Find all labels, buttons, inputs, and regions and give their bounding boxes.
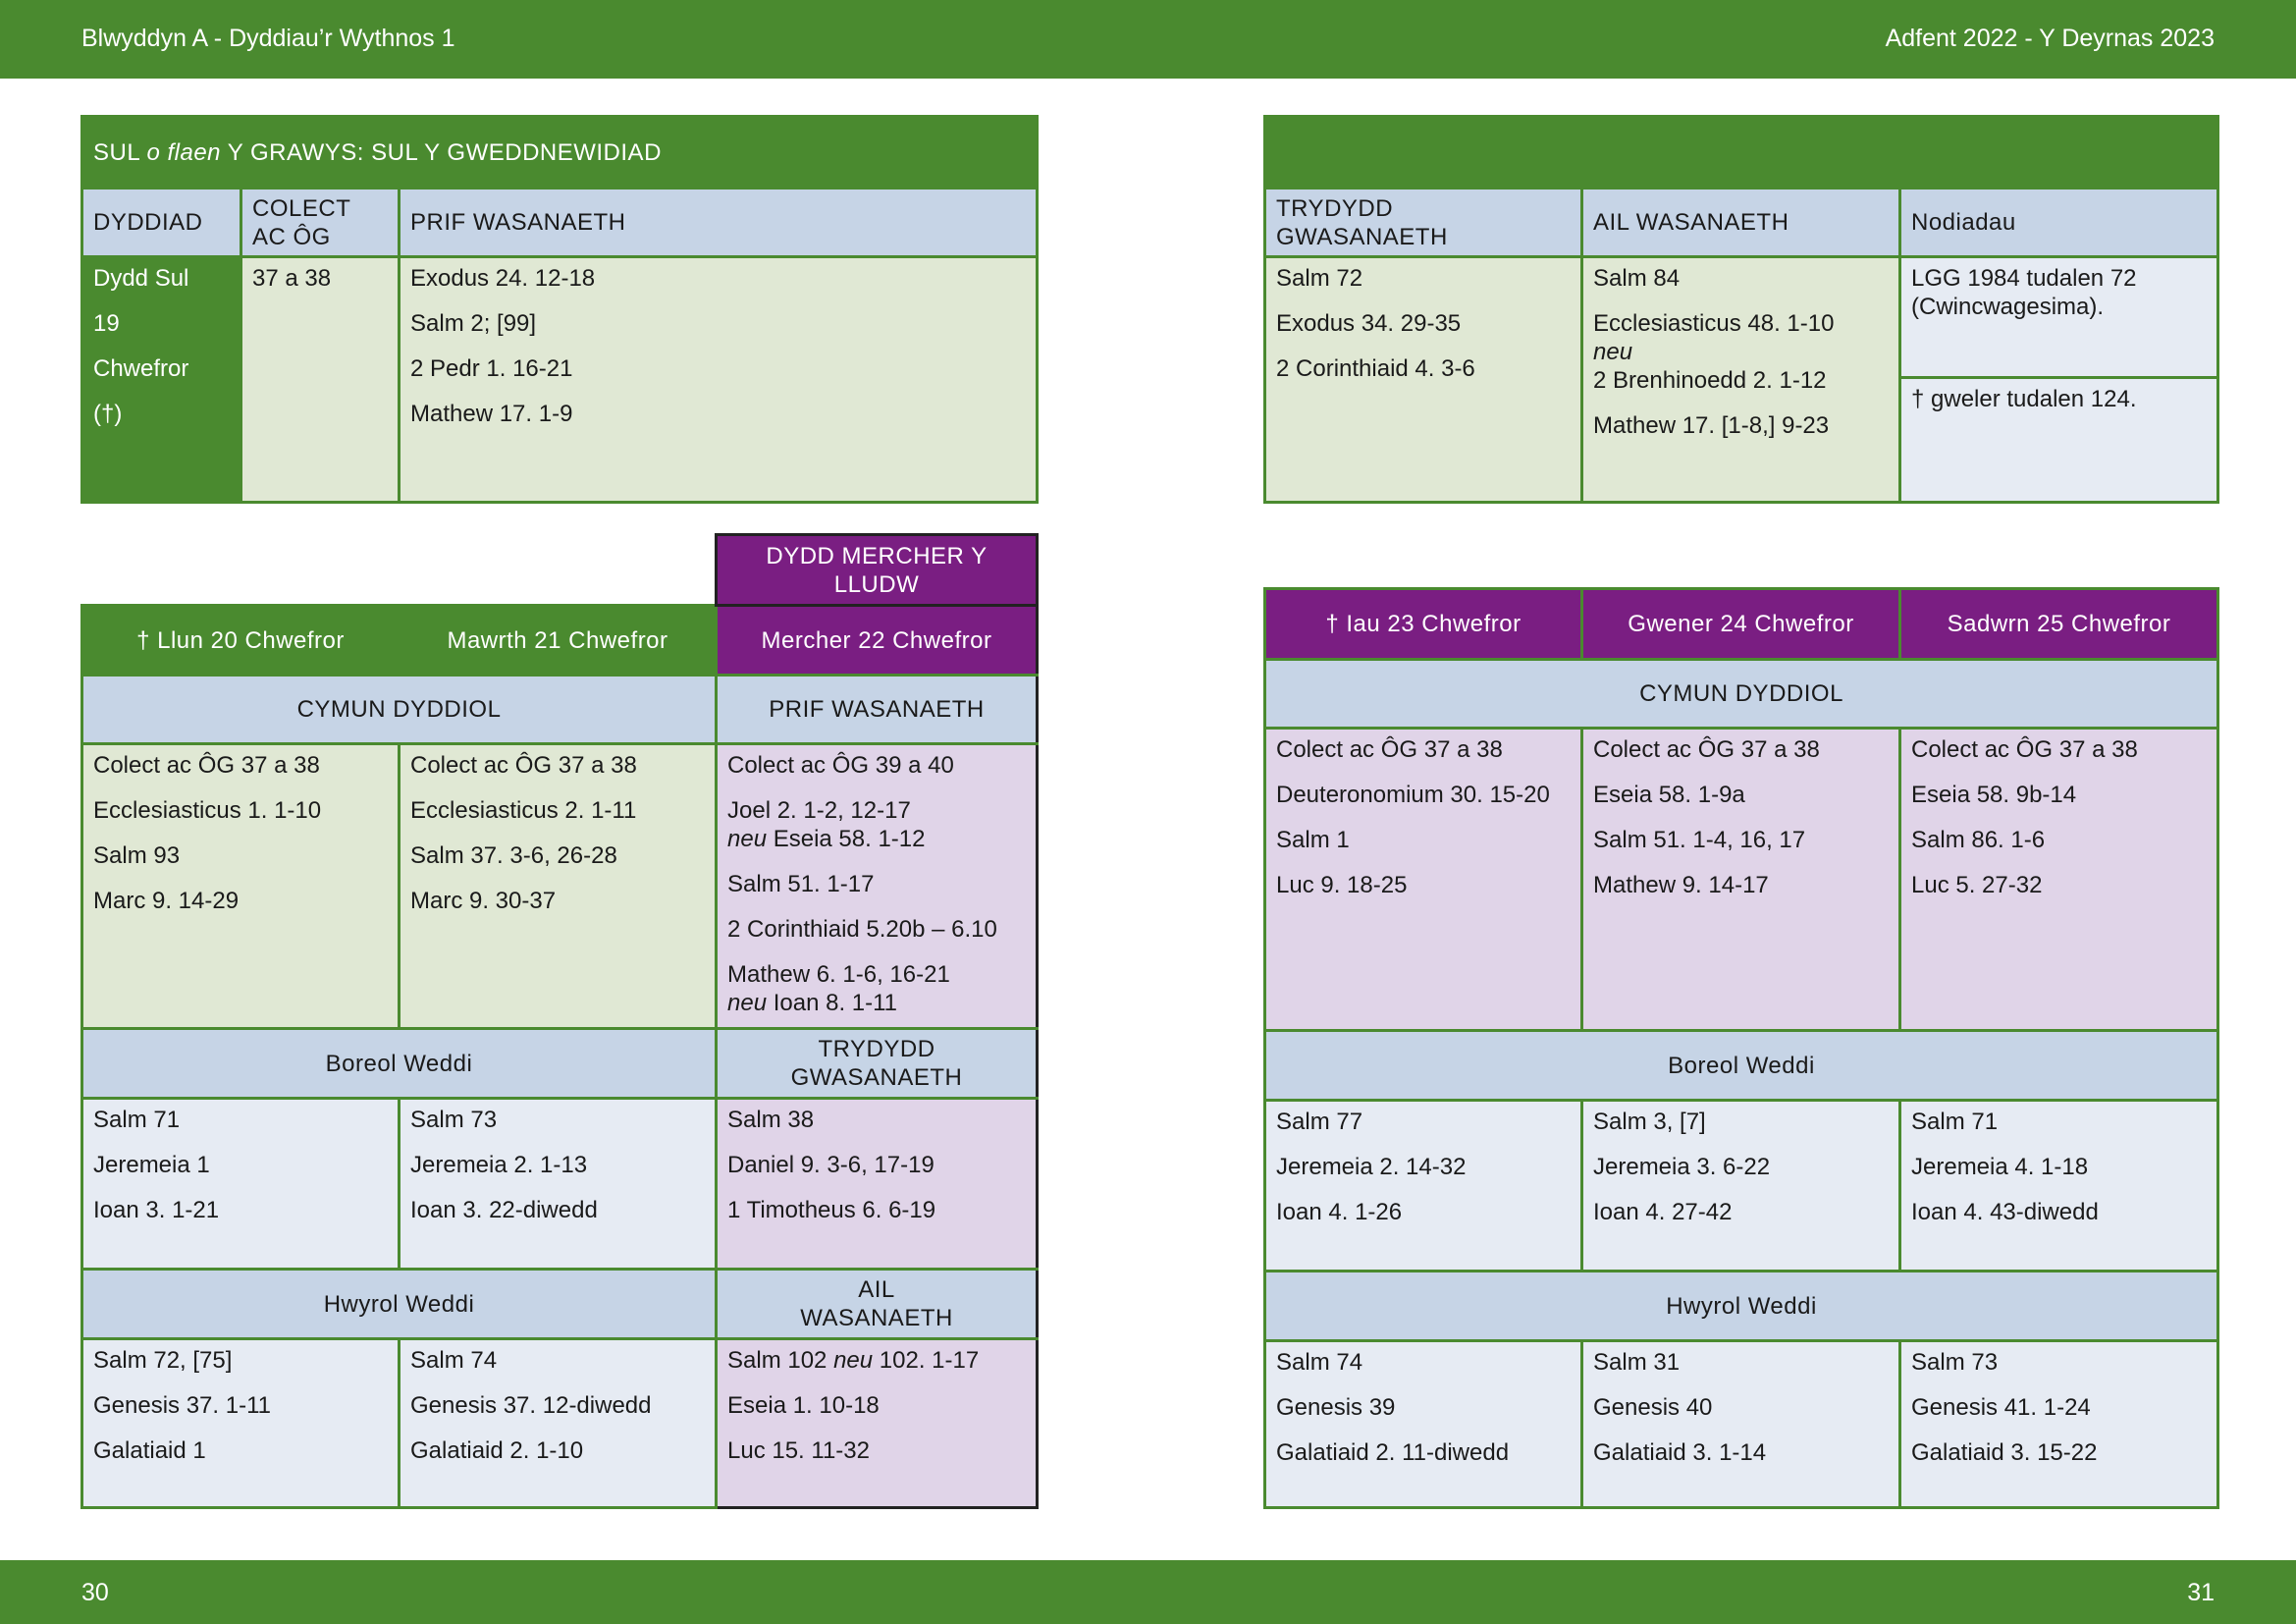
text-line: Luc 5. 27-32 (1911, 872, 2043, 898)
sunday-title-pre: SUL (93, 138, 147, 166)
notes-cell-2 (1900, 378, 2218, 503)
sunday-collect-cell (241, 257, 400, 503)
text-line: COLECT AC ÔG (252, 194, 350, 250)
text-line: Galatiaid 1 (93, 1437, 206, 1464)
reading: Mathew 17. 1-9 (410, 401, 573, 427)
second-service-readings (1582, 257, 1900, 503)
reading: Mathew 17. [1-8,] 9-23 (1593, 412, 1830, 439)
text-line: Salm 74 (410, 1347, 498, 1374)
text-line: PRIF WASANAETH (769, 696, 985, 723)
text-line: neu (833, 1347, 874, 1374)
text-line: Luc 9. 18-25 (1276, 872, 1408, 898)
section-second-service (717, 1270, 1038, 1339)
text-line: 2 Corinthiaid 5.20b – 6.10 (727, 916, 997, 943)
text-line: Marc 9. 14-29 (93, 888, 240, 914)
text-line: Galatiaid 3. 15-22 (1911, 1439, 2098, 1466)
text-line: Ioan 4. 27-42 (1593, 1199, 1733, 1225)
text-line: TRYDYDD GWASANAETH (1276, 194, 1448, 250)
sunday-date-cell (82, 257, 241, 503)
text-line: Galatiaid 2. 1-10 (410, 1437, 584, 1464)
sunday-services-table (1263, 115, 2219, 504)
friday-evening (1582, 1341, 1900, 1508)
text-line: † Iau 23 Chwefror (1325, 611, 1522, 637)
sunday-title (82, 117, 1038, 189)
text-line: Sadwrn 25 Chwefror (1947, 611, 2171, 637)
date-line: (†) (93, 401, 123, 427)
note: † gweler tudalen 124. (1911, 386, 2137, 412)
text-line: Salm 51. 1-4, 16, 17 (1593, 827, 1806, 853)
weekdays-right-table (1263, 587, 2219, 1509)
text-line: neu (727, 990, 768, 1016)
text-line: Marc 9. 30-37 (410, 888, 557, 914)
text-line: Ioan 4. 1-26 (1276, 1199, 1403, 1225)
text-line: Joel 2. 1-2, 12-17 (727, 797, 911, 824)
text-line: Salm 3, [7] (1593, 1109, 1706, 1135)
text-line: Boreol Weddi (1668, 1052, 1815, 1079)
day-header-wednesday (717, 606, 1038, 676)
text-line: Eseia 1. 10-18 (727, 1392, 880, 1419)
sunday-main-readings (400, 257, 1038, 503)
page-number-right: 31 (2187, 1579, 2215, 1606)
text-line (727, 1346, 1026, 1375)
text-line: Eseia 58. 1-12 (767, 826, 926, 852)
text-line: Colect ac ÔG 37 a 38 (1593, 736, 1820, 763)
text-line: DYDDIAD (93, 209, 203, 236)
thursday-eucharist (1265, 729, 1582, 1031)
date-line: Dydd Sul (93, 265, 189, 292)
weekdays-left-table (80, 533, 1039, 1509)
text-line: Ioan 8. 1-11 (767, 990, 898, 1016)
day-header-tuesday (400, 606, 717, 676)
text-line: Ecclesiasticus 1. 1-10 (93, 797, 322, 824)
reading: Exodus 24. 12-18 (410, 265, 596, 292)
text-line: Jeremeia 2. 1-13 (410, 1152, 588, 1178)
section-morning-prayer (1265, 1031, 2218, 1101)
day-header-thursday (1265, 589, 1582, 660)
wednesday-third-service (717, 1099, 1038, 1270)
header-third-service (1265, 189, 1582, 257)
tuesday-morning (400, 1099, 717, 1270)
reading: Exodus 34. 29-35 (1276, 310, 1462, 337)
text-line: AIL WASANAETH (1593, 209, 1789, 236)
text-line: Galatiaid 3. 1-14 (1593, 1439, 1767, 1466)
sunday-right-title-band (1265, 117, 2218, 189)
text-line: CYMUN DYDDIOL (1639, 680, 1843, 707)
text-line: Mercher 22 Chwefror (761, 626, 992, 654)
text-line: Jeremeia 3. 6-22 (1593, 1154, 1771, 1180)
text-line: 102. 1-17 (873, 1347, 980, 1374)
header-notes (1900, 189, 2218, 257)
text-line: Jeremeia 1 (93, 1152, 210, 1178)
section-daily-eucharist (82, 676, 717, 744)
text-line: 1 Timotheus 6. 6-19 (727, 1197, 936, 1223)
text-line: Nodiadau (1911, 209, 2016, 236)
text-line: Jeremeia 4. 1-18 (1911, 1154, 2089, 1180)
text-line: Ioan 3. 1-21 (93, 1197, 220, 1223)
wednesday-main-service (717, 744, 1038, 1029)
section-morning-prayer (82, 1029, 717, 1099)
text-line: † Llun 20 Chwefror (136, 626, 345, 654)
saturday-evening (1900, 1341, 2218, 1508)
monday-eucharist (82, 744, 400, 1029)
text-line: Salm 77 (1276, 1109, 1363, 1135)
section-evening-prayer (82, 1270, 717, 1339)
text-line: Salm 93 (93, 842, 181, 869)
friday-eucharist (1582, 729, 1900, 1031)
thursday-morning (1265, 1101, 1582, 1272)
text-line: Genesis 41. 1-24 (1911, 1394, 2091, 1421)
text-line: Salm 1 (1276, 827, 1350, 853)
text-line: Ioan 3. 22-diwedd (410, 1197, 598, 1223)
text-line: Salm 38 (727, 1107, 815, 1133)
text-line: Genesis 39 (1276, 1394, 1396, 1421)
reading-or: neu (1593, 339, 1633, 365)
ash-wednesday-title (717, 535, 1038, 606)
text-line: Boreol Weddi (325, 1050, 473, 1077)
sunday-title-post: Y GRAWYS: SUL Y GWEDDNEWIDIAD (221, 138, 662, 166)
text-line: CYMUN DYDDIOL (296, 696, 502, 723)
text-line: AIL WASANAETH (800, 1276, 953, 1331)
text-line: Salm 31 (1593, 1349, 1681, 1376)
text-line: Ecclesiasticus 2. 1-11 (410, 797, 637, 824)
sunday-title-em: o flaen (146, 138, 222, 166)
tuesday-eucharist (400, 744, 717, 1029)
text-line: Salm 73 (1911, 1349, 1999, 1376)
text-line: PRIF WASANAETH (410, 209, 626, 236)
text-line: Luc 15. 11-32 (727, 1437, 870, 1464)
text-line: Salm 86. 1-6 (1911, 827, 2046, 853)
page-number-left: 30 (81, 1579, 109, 1606)
text-line: Gwener 24 Chwefror (1628, 611, 1854, 637)
section-main-service (717, 676, 1038, 744)
text-line: Colect ac ÔG 37 a 38 (1276, 736, 1503, 763)
third-service-readings (1265, 257, 1582, 503)
header-band (0, 0, 2296, 79)
monday-morning (82, 1099, 400, 1270)
text-line: Salm 71 (93, 1107, 181, 1133)
text-line: TRYDYDD GWASANAETH (790, 1036, 963, 1091)
text-line: Salm 72, [75] (93, 1347, 233, 1374)
text-line: Colect ac ÔG 37 a 38 (1911, 736, 2138, 763)
text-line: Mawrth 21 Chwefror (447, 626, 668, 654)
text-line: Salm 37. 3-6, 26-28 (410, 842, 617, 869)
monday-evening (82, 1339, 400, 1508)
reading: 2 Corinthiaid 4. 3-6 (1276, 355, 1475, 382)
text-line: Mathew 6. 1-6, 16-21 (727, 961, 950, 988)
text-line: Salm 51. 1-17 (727, 871, 875, 897)
text-line: Ioan 4. 43-diwedd (1911, 1199, 2099, 1225)
reading: Ecclesiasticus 48. 1-10 (1593, 310, 1835, 337)
header-main-service (400, 189, 1038, 257)
text-line: DYDD MERCHER Y LLUDW (766, 542, 988, 598)
reading: 2 Pedr 1. 16-21 (410, 355, 573, 382)
text-line: Genesis 37. 12-diwedd (410, 1392, 652, 1419)
wednesday-second-service (717, 1339, 1038, 1508)
text-line: Salm 74 (1276, 1349, 1363, 1376)
header-left-title: Blwyddyn A - Dyddiau’r Wythnos 1 (81, 25, 455, 52)
reading: Salm 72 (1276, 265, 1363, 292)
text-line: Genesis 40 (1593, 1394, 1713, 1421)
text-line: Mathew 9. 14-17 (1593, 872, 1769, 898)
text-line: Daniel 9. 3-6, 17-19 (727, 1152, 934, 1178)
sunday-table (80, 115, 1039, 504)
date-line: Chwefror (93, 355, 189, 382)
note: LGG 1984 tudalen 72 (Cwincwagesima). (1911, 265, 2137, 320)
text-line: Galatiaid 2. 11-diwedd (1276, 1439, 1510, 1466)
section-third-service (717, 1029, 1038, 1099)
notes-cell-1 (1900, 257, 2218, 378)
text-line (727, 989, 1026, 1017)
text-line: Salm 71 (1911, 1109, 1999, 1135)
day-header-saturday (1900, 589, 2218, 660)
header-date (82, 189, 241, 257)
text-line (727, 825, 1026, 853)
text-line: Salm 73 (410, 1107, 498, 1133)
thursday-evening (1265, 1341, 1582, 1508)
reading: Salm 84 (1593, 265, 1681, 292)
day-header-friday (1582, 589, 1900, 660)
date-line: 19 (93, 310, 120, 337)
saturday-morning (1900, 1101, 2218, 1272)
day-header-monday (82, 606, 400, 676)
saturday-eucharist (1900, 729, 2218, 1031)
header-collect (241, 189, 400, 257)
text-line: Eseia 58. 9b-14 (1911, 782, 2077, 808)
text-line: neu (727, 826, 768, 852)
section-daily-eucharist (1265, 660, 2218, 729)
text-line: Jeremeia 2. 14-32 (1276, 1154, 1467, 1180)
text-line: Salm 102 (727, 1347, 834, 1374)
header-right-title: Adfent 2022 - Y Deyrnas 2023 (1885, 25, 2215, 52)
text-line: Genesis 37. 1-11 (93, 1392, 271, 1419)
collect-value: 37 a 38 (252, 265, 332, 292)
section-evening-prayer (1265, 1272, 2218, 1341)
text-line: Colect ac ÔG 37 a 38 (410, 752, 637, 779)
text-line: Eseia 58. 1-9a (1593, 782, 1745, 808)
text-line: Deuteronomium 30. 15-20 (1276, 782, 1550, 808)
reading: 2 Brenhinoedd 2. 1-12 (1593, 367, 1827, 394)
header-second-service (1582, 189, 1900, 257)
text-line: Colect ac ÔG 39 a 40 (727, 752, 954, 779)
text-line: Hwyrol Weddi (323, 1290, 475, 1318)
friday-morning (1582, 1101, 1900, 1272)
footer-band (0, 1560, 2296, 1624)
text-line: Hwyrol Weddi (1666, 1292, 1817, 1320)
text-line: Colect ac ÔG 37 a 38 (93, 752, 320, 779)
tuesday-evening (400, 1339, 717, 1508)
reading: Salm 2; [99] (410, 310, 537, 337)
